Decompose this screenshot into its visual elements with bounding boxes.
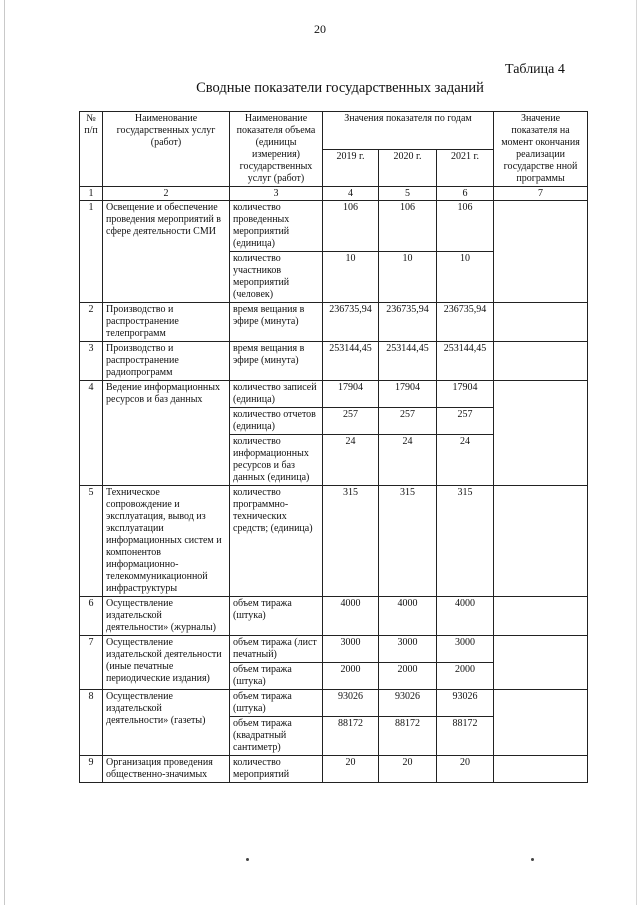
- value-2019: 10: [323, 252, 379, 303]
- service-name: Осуществление издательской деятельности» (журналы): [103, 597, 230, 636]
- row-number: 7: [80, 636, 103, 690]
- indicator-name: количество отчетов (единица): [230, 408, 323, 435]
- row-number: 8: [80, 690, 103, 756]
- value-2020: 315: [379, 486, 437, 597]
- value-2019: 3000: [323, 636, 379, 663]
- value-2021: 315: [437, 486, 494, 597]
- table-row: [80, 597, 588, 636]
- service-name: Производство и распространение радиопрограмм: [103, 342, 230, 381]
- scan-dot: [246, 858, 249, 861]
- table-row: [80, 756, 588, 783]
- value-2021: 17904: [437, 381, 494, 408]
- value-2020: 88172: [379, 717, 437, 756]
- column-number: 6: [437, 187, 494, 201]
- final-value: [494, 342, 588, 381]
- table-row: [80, 201, 588, 252]
- value-2019: 17904: [323, 381, 379, 408]
- indicator-name: количество участников мероприятий (человек): [230, 252, 323, 303]
- final-value: [494, 756, 588, 783]
- value-2020: 20: [379, 756, 437, 783]
- service-name: Осуществление издательской деятельности» (газеты): [103, 690, 230, 756]
- row-number: 5: [80, 486, 103, 597]
- value-2021: 253144,45: [437, 342, 494, 381]
- value-2019: 315: [323, 486, 379, 597]
- value-2019: 2000: [323, 663, 379, 690]
- value-2020: 24: [379, 435, 437, 486]
- table-row: [80, 486, 588, 597]
- final-value: [494, 486, 588, 597]
- value-2020: 2000: [379, 663, 437, 690]
- indicator-name: время вещания в эфире (минута): [230, 342, 323, 381]
- row-number: 3: [80, 342, 103, 381]
- value-2019: 93026: [323, 690, 379, 717]
- column-number: 7: [494, 187, 588, 201]
- value-2020: 4000: [379, 597, 437, 636]
- page-edge-right: [636, 0, 637, 905]
- indicator-name: время вещания в эфире (минута): [230, 303, 323, 342]
- service-name: Техническое сопровождение и эксплуатация, вывод из эксплуатации информационных систем и компонентов информационно-телекоммуникационной инфраструктуры: [103, 486, 230, 597]
- value-2021: 10: [437, 252, 494, 303]
- value-2020: 257: [379, 408, 437, 435]
- indicator-name: объем тиража (штука): [230, 597, 323, 636]
- value-2020: 236735,94: [379, 303, 437, 342]
- header-values-group: Значения показателя по годам: [323, 112, 494, 150]
- table-label: Таблица 4: [505, 62, 565, 77]
- value-2019: 106: [323, 201, 379, 252]
- final-value: [494, 636, 588, 690]
- column-number: 1: [80, 187, 103, 201]
- value-2019: 4000: [323, 597, 379, 636]
- header-year-2020: 2020 г.: [379, 149, 437, 187]
- final-value: [494, 201, 588, 303]
- page-edge-left: [4, 0, 5, 905]
- row-number: 1: [80, 201, 103, 303]
- indicator-name: объем тиража (штука): [230, 690, 323, 717]
- value-2021: 2000: [437, 663, 494, 690]
- indicator-name: количество информационных ресурсов и баз данных (единица): [230, 435, 323, 486]
- value-2019: 257: [323, 408, 379, 435]
- table-row: [80, 381, 588, 408]
- scan-dot: [531, 858, 534, 861]
- column-number: 5: [379, 187, 437, 201]
- column-number: 2: [103, 187, 230, 201]
- header-year-2021: 2021 г.: [437, 149, 494, 187]
- service-name: Ведение информационных ресурсов и баз данных: [103, 381, 230, 486]
- indicator-name: количество проведенных мероприятий (единица): [230, 201, 323, 252]
- header-indicator: Наименование показателя объема (единицы измерения) государственных услуг (работ): [230, 112, 323, 187]
- table-row: [80, 303, 588, 342]
- value-2020: 106: [379, 201, 437, 252]
- value-2021: 93026: [437, 690, 494, 717]
- value-2020: 17904: [379, 381, 437, 408]
- indicators-table: [79, 111, 588, 783]
- page-title: Сводные показатели государственных заданий: [196, 80, 484, 96]
- value-2021: 3000: [437, 636, 494, 663]
- column-number: 4: [323, 187, 379, 201]
- indicator-name: объем тиража (лист печатный): [230, 636, 323, 663]
- value-2021: 236735,94: [437, 303, 494, 342]
- value-2020: 253144,45: [379, 342, 437, 381]
- final-value: [494, 381, 588, 486]
- value-2019: 236735,94: [323, 303, 379, 342]
- value-2019: 24: [323, 435, 379, 486]
- final-value: [494, 690, 588, 756]
- final-value: [494, 303, 588, 342]
- value-2019: 20: [323, 756, 379, 783]
- service-name: Освещение и обеспечение проведения мероприятий в сфере деятельности СМИ: [103, 201, 230, 303]
- value-2021: 4000: [437, 597, 494, 636]
- indicator-name: объем тиража (квадратный сантиметр): [230, 717, 323, 756]
- value-2019: 88172: [323, 717, 379, 756]
- table-row: [80, 636, 588, 663]
- header-service: Наименование государственных услуг (работ): [103, 112, 230, 187]
- header-row: [80, 112, 588, 150]
- header-num: № п/п: [80, 112, 103, 187]
- row-number: 2: [80, 303, 103, 342]
- table-row: [80, 342, 588, 381]
- indicator-name: количество программно-технических средств; (единица): [230, 486, 323, 597]
- service-name: Производство и распространение телепрограмм: [103, 303, 230, 342]
- service-name: Осуществление издательской деятельности (иные печатные периодические издания): [103, 636, 230, 690]
- indicator-name: объем тиража (штука): [230, 663, 323, 690]
- value-2020: 3000: [379, 636, 437, 663]
- page-number: 20: [314, 22, 326, 36]
- final-value: [494, 597, 588, 636]
- value-2021: 257: [437, 408, 494, 435]
- value-2021: 88172: [437, 717, 494, 756]
- header-final-value: Значение показателя на момент окончания реализации государстве нной программы: [494, 112, 588, 187]
- row-number: 4: [80, 381, 103, 486]
- header-year-2019: 2019 г.: [323, 149, 379, 187]
- indicator-name: количество мероприятий: [230, 756, 323, 783]
- row-number: 6: [80, 597, 103, 636]
- value-2021: 106: [437, 201, 494, 252]
- column-number: 3: [230, 187, 323, 201]
- indicator-name: количество записей (единица): [230, 381, 323, 408]
- row-number: 9: [80, 756, 103, 783]
- value-2020: 10: [379, 252, 437, 303]
- value-2021: 24: [437, 435, 494, 486]
- value-2021: 20: [437, 756, 494, 783]
- value-2019: 253144,45: [323, 342, 379, 381]
- table-row: [80, 690, 588, 717]
- column-number-row: [80, 187, 588, 201]
- service-name: Организация проведения общественно-значимых: [103, 756, 230, 783]
- value-2020: 93026: [379, 690, 437, 717]
